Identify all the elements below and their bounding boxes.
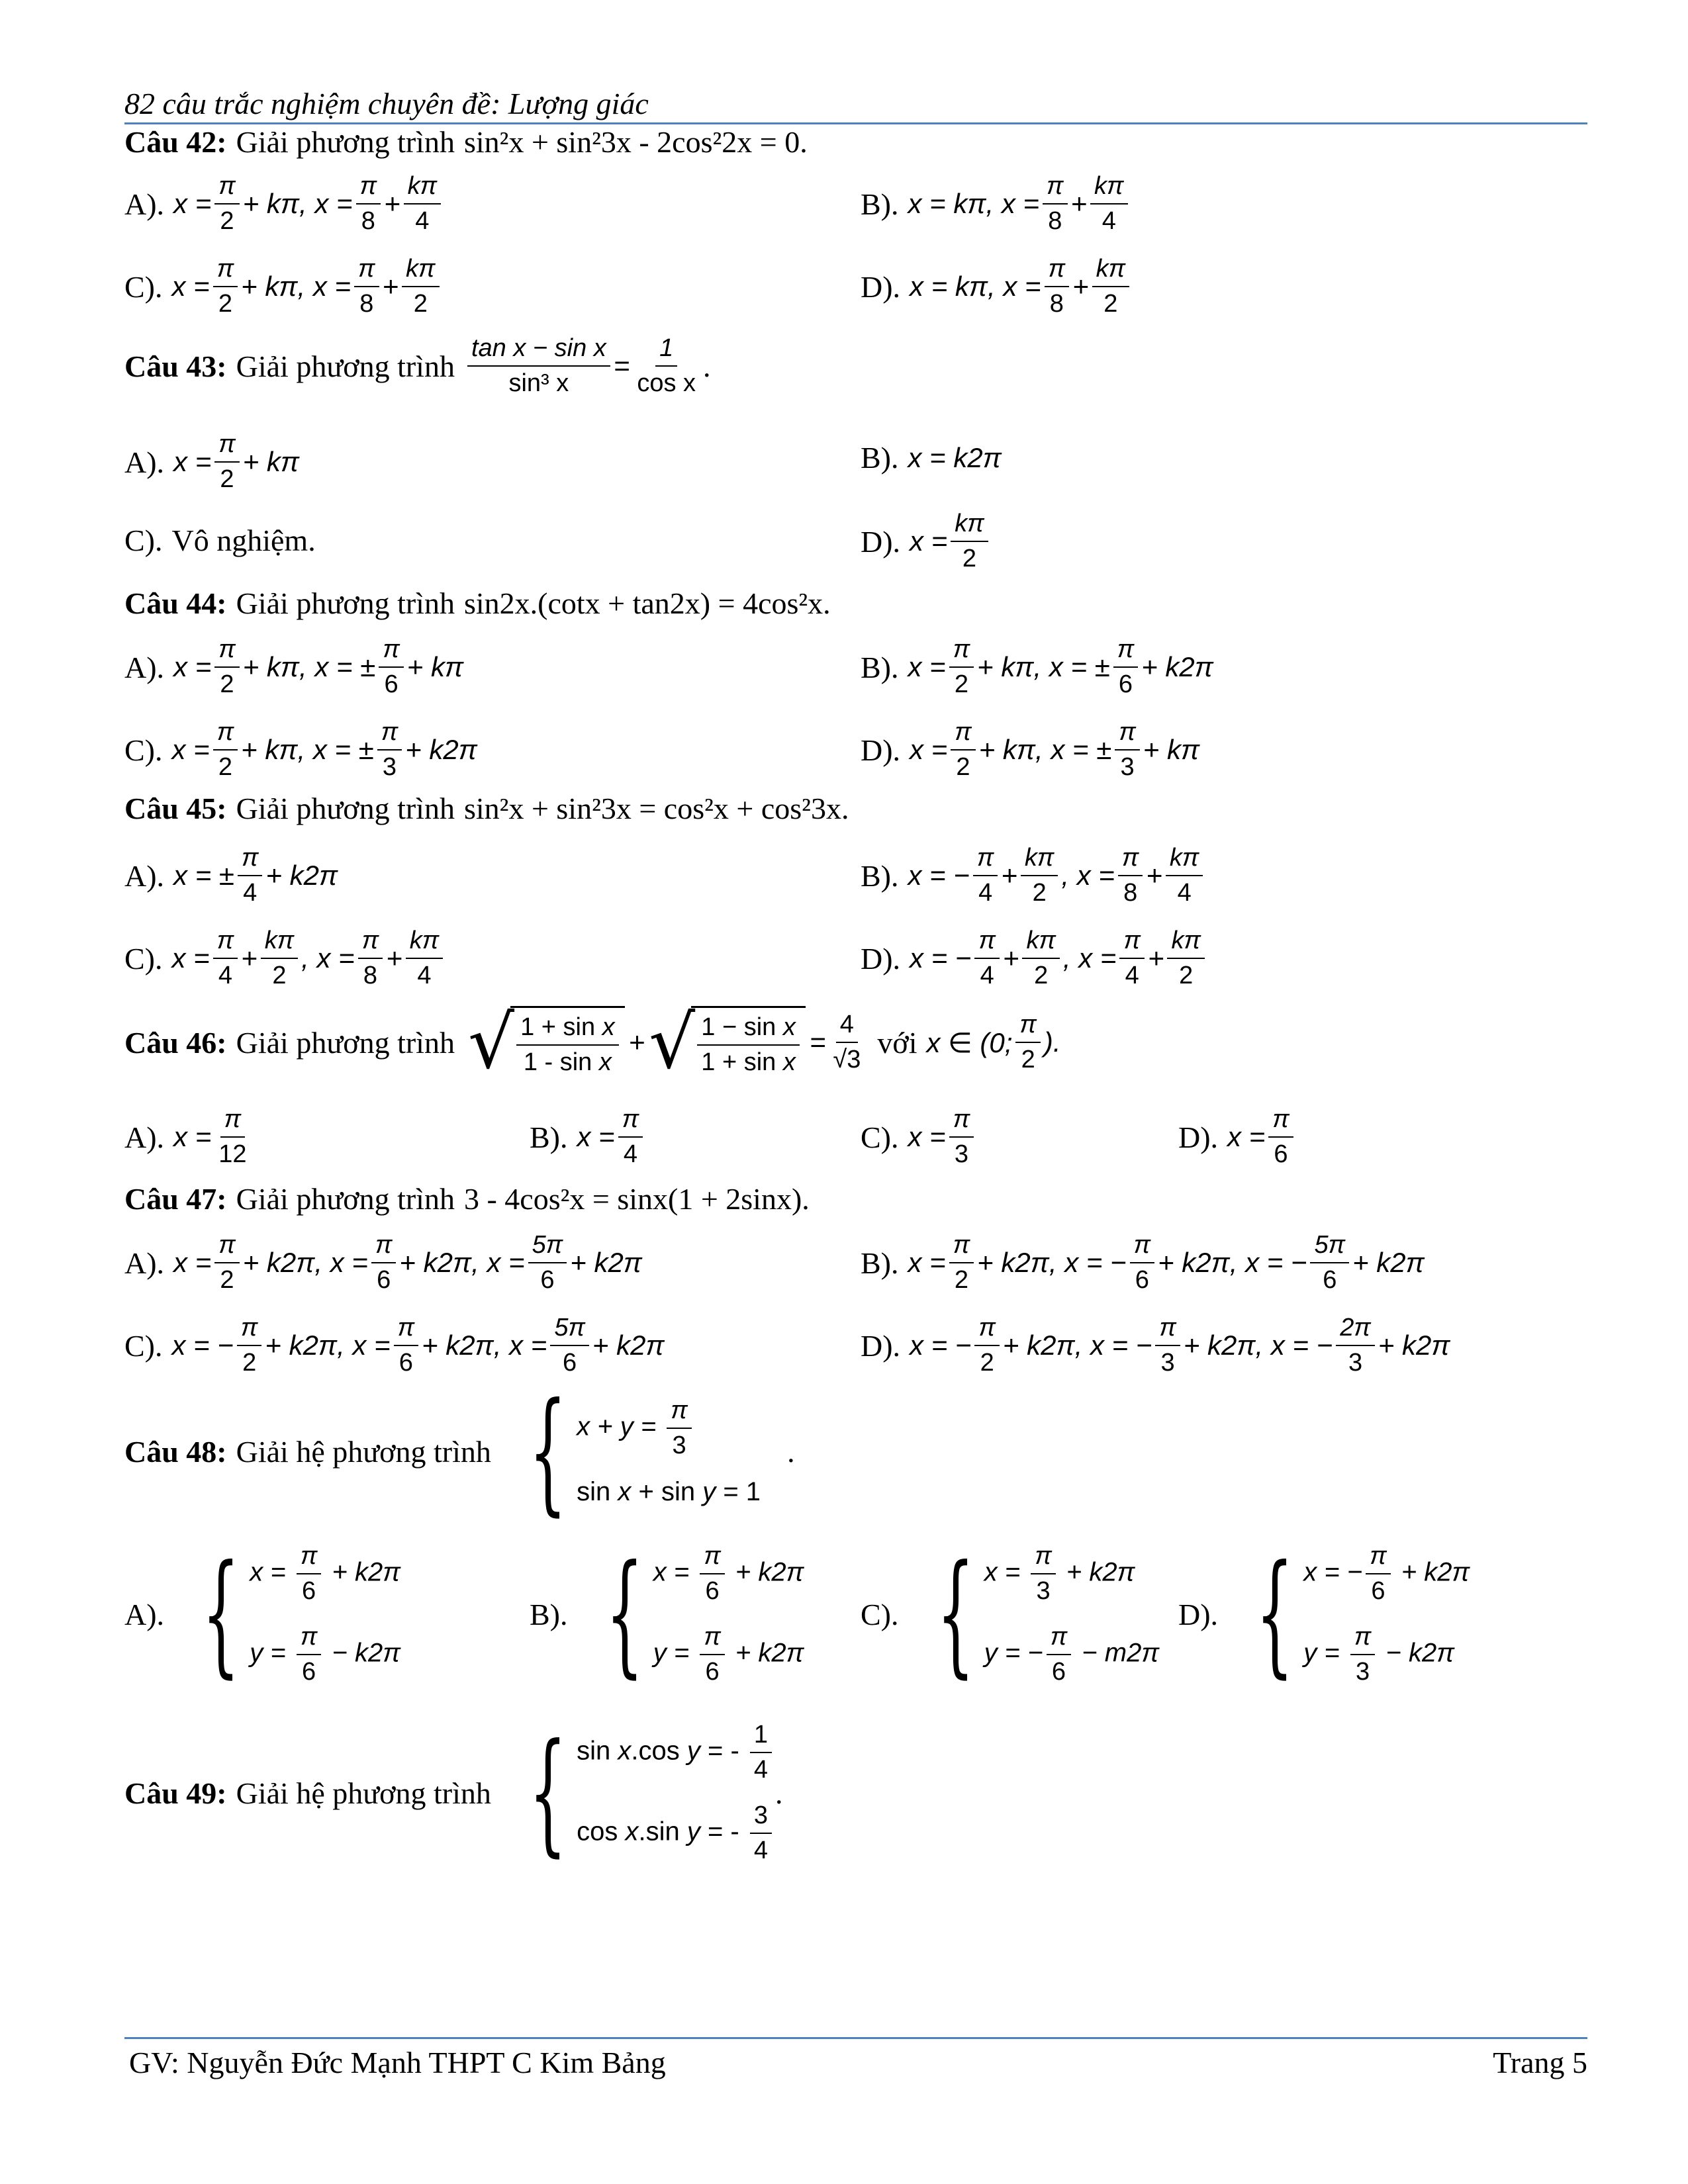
q44-option-d[interactable]: D). x = $\frac{\pi}{2}$ + kπ, x = ± $\frac{\pi}{3}$ + kπ (861, 718, 1200, 781)
q48-option-d[interactable]: D). { x = − $\frac{\pi}{6}$ + k2π y = $\frac{\pi}{3}$ − k2π (1178, 1537, 1470, 1691)
question-prompt: Giải hệ phương trình (236, 1776, 491, 1810)
q43-option-d[interactable]: D). x = $\frac{k\pi}{2}$ (861, 510, 992, 573)
q45-option-a[interactable]: A). x = ± $\frac{\pi}{4}$ + k2π (124, 844, 338, 907)
q45-option-c[interactable]: C). x = $\frac{\pi}{4}$ + $\frac{k\pi}{2}$ , x = $\frac{\pi}{8}$ + $\frac{k\pi}{4}$ (124, 927, 446, 990)
q43-option-a[interactable]: A). x = $\frac{\pi}{2}$ + kπ (124, 430, 300, 493)
q42-option-c[interactable]: C). x = $\frac{\pi}{2}$ + kπ, x = $\frac{\pi}{8}$ + $\frac{k\pi}{2}$ (124, 255, 443, 318)
question-label: Câu 47: (124, 1182, 227, 1216)
sqrt-term-2: √ $\frac{\text{1 − sin x}}{\text{1 + sin x}}$ (649, 1006, 806, 1079)
system-of-equations: { x + y = $\frac{\pi}{3}$ sin x + sin y = 1 (528, 1374, 761, 1529)
question-label: Câu 42: (124, 125, 227, 159)
question-label: Câu 49: (124, 1776, 227, 1810)
q47-option-b[interactable]: B). x = $\frac{\pi}{2}$ + k2π, x = − $\frac{\pi}{6}$ + k2π, x = − $\frac{5\pi}{6}$ + k2π (861, 1231, 1425, 1294)
q48-option-b[interactable]: B). { x = $\frac{\pi}{6}$ + k2π y = $\frac{\pi}{6}$ + k2π (530, 1537, 804, 1691)
question-prompt: Giải phương trình (236, 1025, 455, 1060)
question-prompt: Giải phương trình (236, 792, 455, 825)
question-prompt: Giải hệ phương trình (236, 1435, 491, 1469)
question-prompt: Giải phương trình (236, 125, 455, 159)
question-45 (124, 791, 849, 826)
question-statement: sin2x.(cotx + tan2x) = 4cos²x. (463, 586, 831, 620)
q45-option-d[interactable]: D). x = − $\frac{\pi}{4}$ + $\frac{k\pi}{2}$ , x = $\frac{\pi}{4}$ + $\frac{k\pi}{2}$ (861, 927, 1208, 990)
question-prompt: Giải phương trình (236, 349, 455, 383)
q42-option-a[interactable]: A). x = $\frac{\pi}{2}$ + kπ, x = $\frac{\pi}{8}$ + $\frac{k\pi}{4}$ (124, 172, 444, 236)
q44-option-b[interactable]: B). x = $\frac{\pi}{2}$ + kπ, x = ± $\frac{\pi}{6}$ + k2π (861, 635, 1213, 698)
question-48: Câu 48: Giải hệ phương trình { x + y = $\frac{\pi}{3}$ sin x + sin y = 1 . (124, 1374, 795, 1529)
question-44 (124, 586, 831, 621)
footer-teacher: GV: Nguyễn Đức Mạnh THPT C Kim Bảng (129, 2046, 666, 2079)
question-label: Câu 44: (124, 586, 227, 620)
q42-option-b[interactable]: B). x = kπ, x = $\frac{\pi}{8}$ + $\frac{k\pi}{4}$ (861, 172, 1131, 236)
q46-option-a[interactable]: A). x = $\frac{\pi}{12}$ (124, 1105, 247, 1168)
q46-option-c[interactable]: C). x = $\frac{\pi}{3}$ (861, 1105, 977, 1169)
question-49: Câu 49: Giải hệ phương trình { sin x.cos y = - $\frac{1}{4}$ cos x.sin y = - $\frac{3}{4}$ . (124, 1715, 783, 1870)
q44-option-a[interactable]: A). x = $\frac{\pi}{2}$ + kπ, x = ± $\frac{\pi}{6}$ + kπ (124, 635, 464, 698)
question-43: Câu 43: Giải phương trình $\frac{\text{tan x − sin x}}{\text{sin³ x}}$ = $\frac{1}{\text{cos x}}$ . (124, 334, 711, 397)
question-prompt: Giải phương trình (236, 586, 455, 620)
system-of-equations: { sin x.cos y = - $\frac{1}{4}$ cos x.sin y = - $\frac{3}{4}$ (506, 1721, 775, 1865)
question-label: Câu 46: (124, 1025, 227, 1060)
question-statement: sin²x + sin²3x = cos²x + cos²3x. (463, 792, 849, 825)
q44-option-c[interactable]: C). x = $\frac{\pi}{2}$ + kπ, x = ± $\frac{\pi}{3}$ + k2π (124, 718, 477, 781)
footer-divider (124, 2037, 1587, 2039)
question-prompt: Giải phương trình (236, 1182, 455, 1216)
q48-option-a[interactable]: A). { x = $\frac{\pi}{6}$ + k2π y = $\frac{\pi}{6}$ − k2π (124, 1537, 400, 1691)
question-42 (124, 124, 808, 159)
q42-option-d[interactable]: D). x = kπ, x = $\frac{\pi}{8}$ + $\frac{k\pi}{2}$ (861, 255, 1133, 318)
q47-option-a[interactable]: A). x = $\frac{\pi}{2}$ + k2π, x = $\frac{\pi}{6}$ + k2π, x = $\frac{5\pi}{6}$ + k2π (124, 1231, 642, 1294)
q46-option-b[interactable]: B). x = $\frac{\pi}{4}$ (530, 1105, 646, 1169)
header-title: 82 câu trắc nghiệm chuyên đề: Lượng giác (124, 87, 649, 120)
question-statement: 3 - 4cos²x = sinx(1 + 2sinx). (463, 1182, 810, 1216)
question-47 (124, 1181, 810, 1216)
q46-option-d[interactable]: D). x = $\frac{\pi}{6}$ (1178, 1105, 1297, 1169)
q43-option-c[interactable]: C). Vô nghiệm. (124, 523, 316, 557)
question-statement: sin²x + sin²3x - 2cos²2x = 0. (463, 125, 808, 159)
sqrt-term-1: √ $\frac{\text{1 + sin x}}{\text{1 - sin x}}$ (468, 1006, 625, 1079)
question-label: Câu 48: (124, 1435, 227, 1469)
question-label: Câu 43: (124, 349, 227, 383)
question-label: Câu 45: (124, 792, 227, 825)
q48-option-c[interactable]: C). { x = $\frac{\pi}{3}$ + k2π y = − $\frac{\pi}{6}$ − m2π (861, 1537, 1160, 1691)
footer-page-number: Trang 5 (1493, 2046, 1587, 2079)
q45-option-b[interactable]: B). x = − $\frac{\pi}{4}$ + $\frac{k\pi}{2}$ , x = $\frac{\pi}{8}$ + $\frac{k\pi}{4}$ (861, 844, 1206, 907)
q43-option-b[interactable]: B). x = k2π (861, 441, 1002, 475)
q47-option-c[interactable]: C). x = − $\frac{\pi}{2}$ + k2π, x = $\frac{\pi}{6}$ + k2π, x = $\frac{5\pi}{6}$ + k2π (124, 1314, 665, 1377)
q47-option-d[interactable]: D). x = − $\frac{\pi}{2}$ + k2π, x = − $\frac{\pi}{3}$ + k2π, x = − $\frac{2\pi}{3}$ + k2π (861, 1314, 1450, 1377)
question-46: Câu 46: Giải phương trình √ $\frac{\text{1 + sin x}}{\text{1 - sin x}}$ + √ $\frac{\text{1 − sin x}}{\text{1 + sin x}}$ = $\frac{4}{√3}$ với x ∈ (0; $\frac{\pi}{2}$ ). (124, 1000, 1061, 1085)
